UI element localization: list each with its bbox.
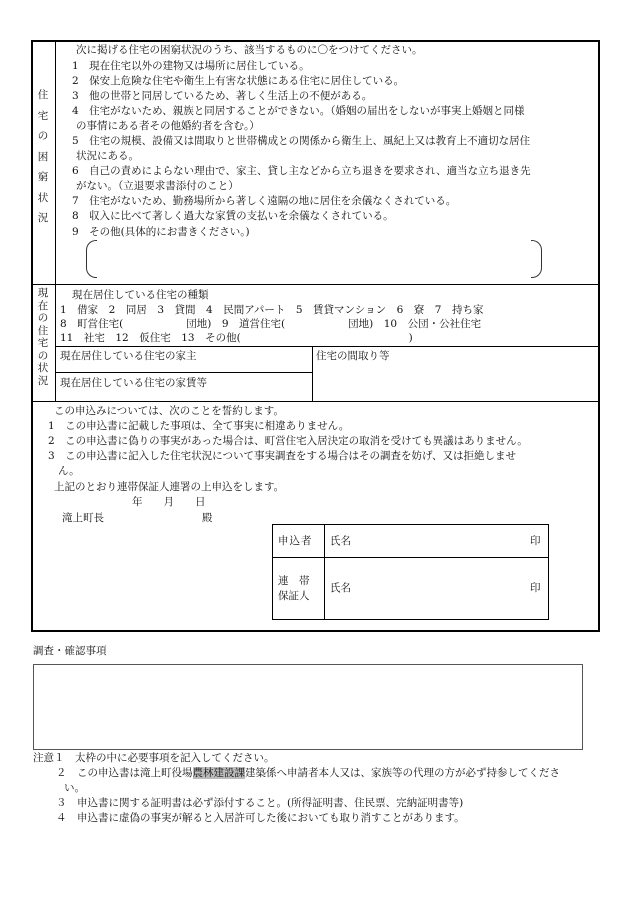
pledge-item-3-cont: ん。	[58, 465, 80, 477]
divider-types-landlord	[55, 346, 600, 347]
hardship-item-8[interactable]: 8 収入に比べて著しく過大な家賃の支払いを余儀なくされている。	[72, 210, 394, 222]
hardship-section-label: 住 宅 の 困 窮 状 況	[37, 89, 49, 224]
applicant-name-label: 氏名	[330, 535, 351, 547]
pledge-closing: 上記のとおり連帯保証人連署の上申込をします。	[54, 481, 285, 493]
applicant-name-field[interactable]	[360, 532, 520, 548]
applicant-seal: 印	[530, 535, 541, 547]
hardship-intro: 次に掲げる住宅の困窮状況のうち、該当するものに〇をつけてください。	[76, 44, 423, 56]
pledge-item-1: 1 この申込書に記載した事項は、全て事実に相違ありません。	[48, 420, 350, 432]
signature-table-row-divider	[272, 557, 549, 558]
pledge-item-3: 3 この申込書に記入した住宅状況について事実調査をする場合はその調査を妨げ、又は拒絶しませ	[48, 450, 517, 462]
divider-hardship-current	[31, 284, 600, 285]
pledge-item-2: 2 この申込書に偽りの事実があった場合は、町営住宅入居決定の取消を受けても異議はありません。	[48, 435, 528, 447]
layout-field[interactable]: 住宅の間取り等	[316, 350, 390, 362]
divider-landlord-layout	[312, 346, 313, 401]
investigation-box[interactable]	[33, 664, 583, 750]
housing-types-row-3[interactable]: 11 社宅 12 仮住宅 13 その他( )	[60, 332, 413, 344]
hardship-item-6-cont: がない。（立退要求書添付のこと）	[76, 180, 239, 192]
applicant-label: 申込者	[278, 535, 313, 547]
divider-current-pledge	[31, 401, 600, 402]
guarantor-label-line-2: 保証人	[278, 590, 310, 602]
note-4: ４ 申込書に虚偽の事実が解ると入居許可した後においても取り消すことがあります。	[56, 812, 465, 824]
housing-types-row-1[interactable]: 1 借家 2 同居 3 貸間 4 民間アパート 5 賃貸マンション 6 寮 7 持ち家	[60, 304, 484, 316]
note-1: 注意１ 太枠の中に必要事項を記入してください。	[33, 752, 275, 764]
bracket-right	[531, 240, 542, 278]
note-3: ３ 申込書に関する証明書は必ず添付すること。(所得証明書、住民票、完納証明書等)	[56, 797, 464, 809]
hardship-item-3[interactable]: 3 他の世帯と同居しているため、著しく生活上の不便がある。	[72, 90, 373, 102]
guarantor-name-field[interactable]	[360, 579, 520, 595]
guarantor-label-line-1: 連 帯	[278, 575, 310, 587]
honorific: 殿	[202, 512, 213, 524]
housing-types-title: 現在居住している住宅の種類	[72, 289, 209, 301]
note-2-cont: い。	[64, 782, 85, 794]
note-2-pre: ２ この申込書は滝上町役場	[56, 767, 193, 779]
hardship-item-6[interactable]: 6 自己の責めによらない理由で、家主、貸し主などから立ち退きを要求され、適当な立ち退き先	[72, 165, 531, 177]
divider-landlord-rent	[55, 372, 312, 373]
note-2-highlight: 農林建設課	[192, 767, 245, 779]
signature-table-col-divider	[324, 524, 325, 620]
hardship-item-1[interactable]: 1 現在住宅以外の建物又は場所に居住している。	[72, 60, 310, 72]
note-2-post: 建築係へ申請者本人又は、家族等の代理の方が必ず持参してくださ	[245, 767, 560, 779]
bracket-left	[86, 240, 97, 278]
housing-types-row-2[interactable]: 8 町営住宅( 団地) 9 道営住宅( 団地) 10 公団・公社住宅	[60, 318, 482, 330]
guarantor-name-label: 氏名	[330, 582, 351, 594]
hardship-item-2[interactable]: 2 保安上危険な住宅や衛生上有害な状態にある住宅に居住している。	[72, 75, 405, 87]
hardship-item-5[interactable]: 5 住宅の規模、設備又は間取りと世帯構成との関係から衛生上、風紀上又は教育上不適切な居住	[72, 135, 531, 147]
addressee: 滝上町長	[62, 512, 104, 524]
hardship-item-4[interactable]: 4 住宅がないため、親族と同居することができない。（婚姻の届出をしないが事実上婚姻と同様	[72, 105, 525, 117]
pledge-intro: この申込みについては、次のことを誓約します。	[54, 405, 284, 417]
investigation-title: 調査・確認事項	[33, 645, 107, 657]
current-section-label: 現 在 の 住 宅 の 状 況	[37, 287, 49, 387]
date-field[interactable]: 年 月 日	[132, 496, 206, 508]
label-column-divider	[55, 40, 56, 402]
guarantor-seal: 印	[530, 582, 541, 594]
hardship-item-9[interactable]: 9 その他(具体的にお書きください。)	[72, 226, 250, 238]
landlord-field[interactable]: 現在居住している住宅の家主	[60, 350, 197, 362]
hardship-item-5-cont: 状況にある。	[76, 150, 139, 162]
rent-field[interactable]: 現在居住している住宅の家賃等	[60, 377, 207, 389]
hardship-item-7[interactable]: 7 住宅がないため、勤務場所から著しく遠隔の地に居住を余儀なくされている。	[72, 195, 457, 207]
hardship-item-4-cont: の事情にある者その他婚約者を含む。）	[76, 120, 260, 132]
note-2	[56, 767, 560, 779]
other-details-input[interactable]	[86, 240, 542, 278]
